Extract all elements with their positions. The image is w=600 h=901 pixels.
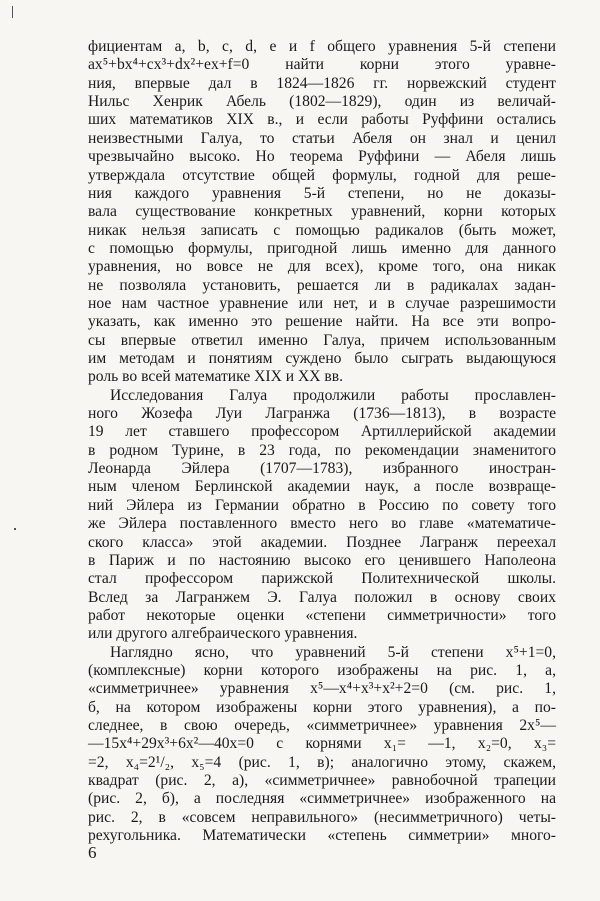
text-line: указать, как именно это решение найти. На все эти вопро-: [88, 313, 556, 331]
text-line: уравнения, но вовсе не для всех), кроме того, она никак: [88, 258, 556, 276]
text-line: фициентам a, b, c, d, e и f общего уравнения 5-й степени: [88, 38, 556, 55]
text-line: Вслед за Лагранжем Э. Галуа положил в основу своих: [88, 588, 556, 606]
text-line: Нильс Хенрик Абель (1802—1829), один из величай-: [88, 93, 556, 111]
text-line: «симметричнее» уравнения x⁵—x⁴+x³+x²+2=0 (см. рис. 1,: [88, 680, 556, 698]
text-line: рехугольника. Математически «степень симметрии» много-: [88, 827, 556, 845]
print-speck: [12, 6, 13, 18]
text-line: чрезвычайно высоко. Но теорема Руффини — Абеля лишь: [88, 148, 556, 166]
text-line: или другого алгебраического уравнения.: [88, 625, 358, 643]
text-line: (комплексные) корни которого изображены на рис. 1, a,: [88, 661, 556, 679]
text-line: ших математиков XIX в., и если работы Руффини остались: [88, 111, 556, 129]
text-line: 19 лет ставшего профессором Артиллерийской академии: [88, 423, 556, 441]
text-line: сы впервые ответил именно Галуа, причем использованным: [88, 331, 556, 349]
text-line: роль во всей математике XIX и XX вв.: [88, 368, 344, 386]
print-speck: [14, 528, 16, 530]
text-line: Исследования Галуа продолжили работы прославлен-: [110, 386, 556, 404]
text-line: квадрат (рис. 2, а), «симметричнее» равнобочной трапеции: [88, 772, 556, 789]
text-line: (рис. 2, б), а последняя «симметричнее» изображенного на: [88, 790, 556, 808]
page-number: 6: [88, 843, 97, 862]
text-line: —15x⁴+29x³+6x²—40x=0 с корнями x₁= —1, x₂=0, x₃=: [88, 735, 556, 753]
text-line: стал профессором парижской Политехнической школы.: [88, 570, 556, 588]
text-line: ний Эйлера из Германии обратно в Россию по совету того: [88, 496, 556, 514]
text-line: в Париж и по настоянию высоко его ценившего Наполеона: [88, 551, 556, 569]
text-line: ния каждого уравнения 5-й степени, но не доказы-: [88, 184, 556, 202]
text-line: им методам и понятиям суждено было сыграть выдающуюся: [88, 350, 556, 367]
text-line: следнее, в свою очередь, «симметричнее» уравнения 2x⁵—: [88, 717, 556, 734]
text-line: рис. 2, в «совсем неправильного» (несимметричного) четы-: [88, 808, 556, 826]
text-line: неизвестными Галуа, то статьи Абеля он знал и ценил: [88, 129, 556, 147]
text-line: ное нам частное уравнение или нет, и в случае разрешимости: [88, 294, 556, 312]
text-line: ным членом Берлинской академии наук, а после возвраще-: [88, 478, 556, 496]
text-line: ax⁵+bx⁴+cx³+dx²+ex+f=0 найти корни этого уравне-: [88, 56, 556, 74]
text-line: б, на котором изображены корни этого уравнения), а по-: [88, 698, 556, 716]
text-line: Наглядно ясно, что уравнений 5-й степени x⁵+1=0,: [110, 643, 556, 661]
text-line: ного Жозефа Луи Лагранжа (1736—1813), в возрасте: [88, 405, 556, 422]
text-line: утверждала отсутствие общей формулы, годной для реше-: [88, 166, 556, 184]
text-line: не позволяла установить, решается ли в радикалах задан-: [88, 276, 556, 294]
text-line: ского класса» этой академии. Позднее Лагранж переехал: [88, 533, 556, 551]
text-line: вала существование конкретных уравнений, корни которых: [88, 203, 556, 221]
text-line: работ некоторые оценки «степени симметричности» того: [88, 606, 556, 624]
text-line: Леонарда Эйлера (1707—1783), избранного иностран-: [88, 460, 556, 478]
text-line: =2, x₄=2¹/₂, x₅=4 (рис. 1, в); аналогично этому, скажем,: [88, 753, 556, 771]
text-line: ния, впервые дал в 1824—1826 гг. норвежский студент: [88, 74, 556, 92]
text-line: никак нельзя записать с помощью радикалов (быть может,: [88, 221, 556, 239]
text-line: же Эйлера поставленного вместо него во главе «математиче-: [88, 515, 556, 533]
text-line: в родном Турине, в 23 года, по рекомендации знаменитого: [88, 441, 556, 459]
text-line: с помощью формулы, пригодной лишь именно для данного: [88, 239, 556, 257]
